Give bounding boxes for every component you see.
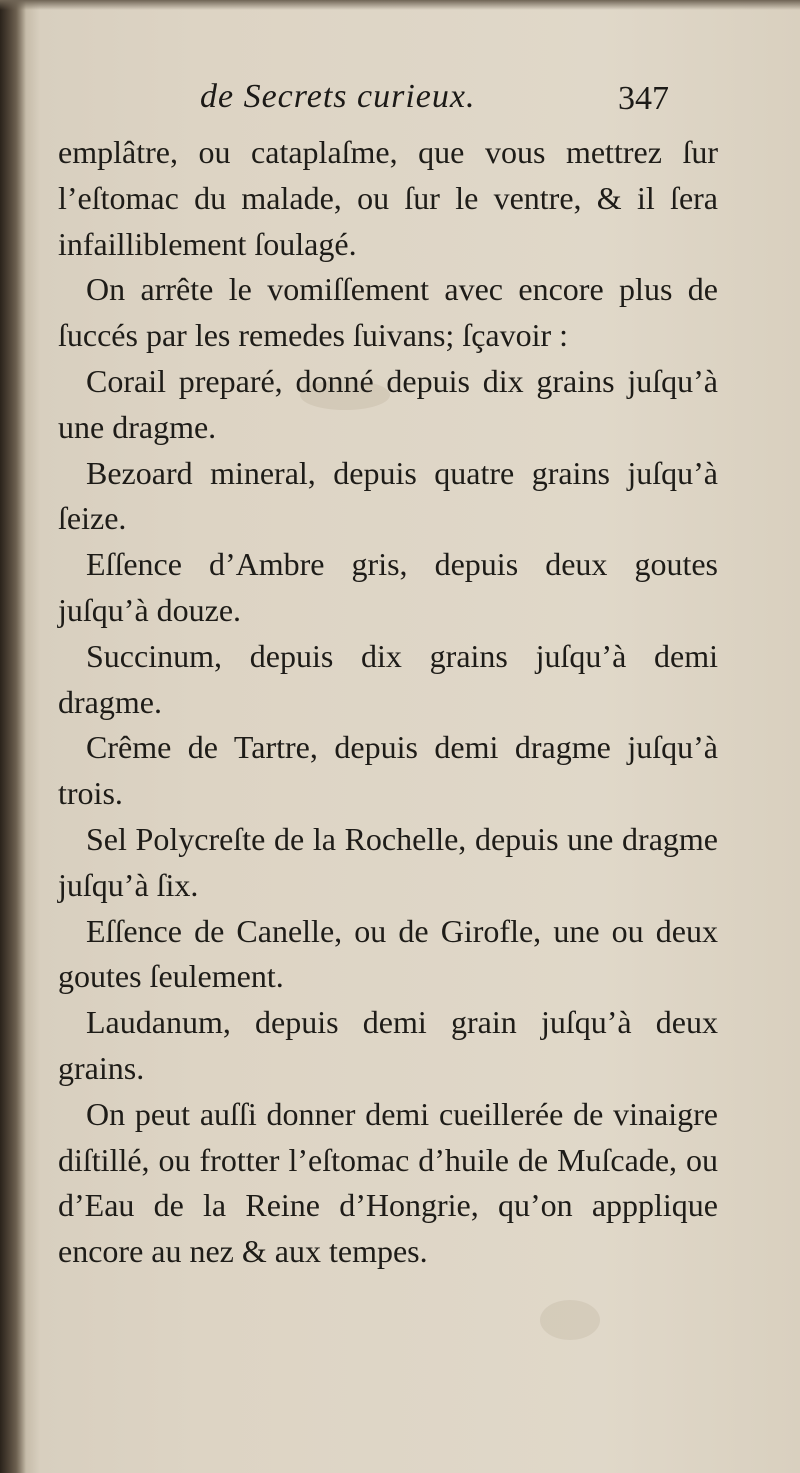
remedy-item: Succinum, depuis dix grains juſqu’à demi dragme. (58, 637, 718, 720)
paragraph-intro: On arrête le vomiſſement avec encore plus de ſuccés par les remedes ſuivans; ſçavoir : (58, 271, 718, 354)
paragraph-continuation: emplâtre, ou cataplaſme, que vous mettrez ſur l’eſtomac du malade, ou ſur le ventre, & il ſera infailliblement ſoulagé. (58, 134, 718, 262)
remedy-item: Corail preparé, donné depuis dix grains juſqu’à une dragme. (58, 362, 718, 445)
paragraph-closing: On peut auſſi donner demi cueillerée de vinaigre diſtillé, ou frotter l’eſtomac d’huile de Muſcade, ou d’Eau de la Reine d’Hongrie, qu’on appplique encore au nez & aux tempes. (58, 1095, 718, 1270)
remedy-item: Crême de Tartre, depuis demi dragme juſqu’à trois. (58, 729, 718, 812)
page-header (0, 78, 800, 128)
remedy-item: Eſſence d’Ambre gris, depuis deux goutes juſqu’à douze. (58, 546, 718, 628)
body-text (58, 130, 718, 1275)
remedy-item: Bezoard mineral, depuis quatre grains juſqu’à ſeize. (58, 454, 718, 537)
remedy-item: Eſſence de Canelle, ou de Girofle, une ou deux goutes ſeulement. (58, 912, 718, 995)
remedy-item: Laudanum, depuis demi grain juſqu’à deux grains. (58, 1004, 718, 1086)
book-spine-shadow (0, 0, 26, 1473)
running-title: de Secrets curieux. (200, 78, 476, 115)
page-number: 347 (618, 80, 669, 117)
page-top-edge (0, 0, 800, 10)
remedy-item: Sel Polycreſte de la Rochelle, depuis une dragme juſqu’à ſix. (58, 820, 718, 903)
paper-stain (540, 1300, 600, 1340)
